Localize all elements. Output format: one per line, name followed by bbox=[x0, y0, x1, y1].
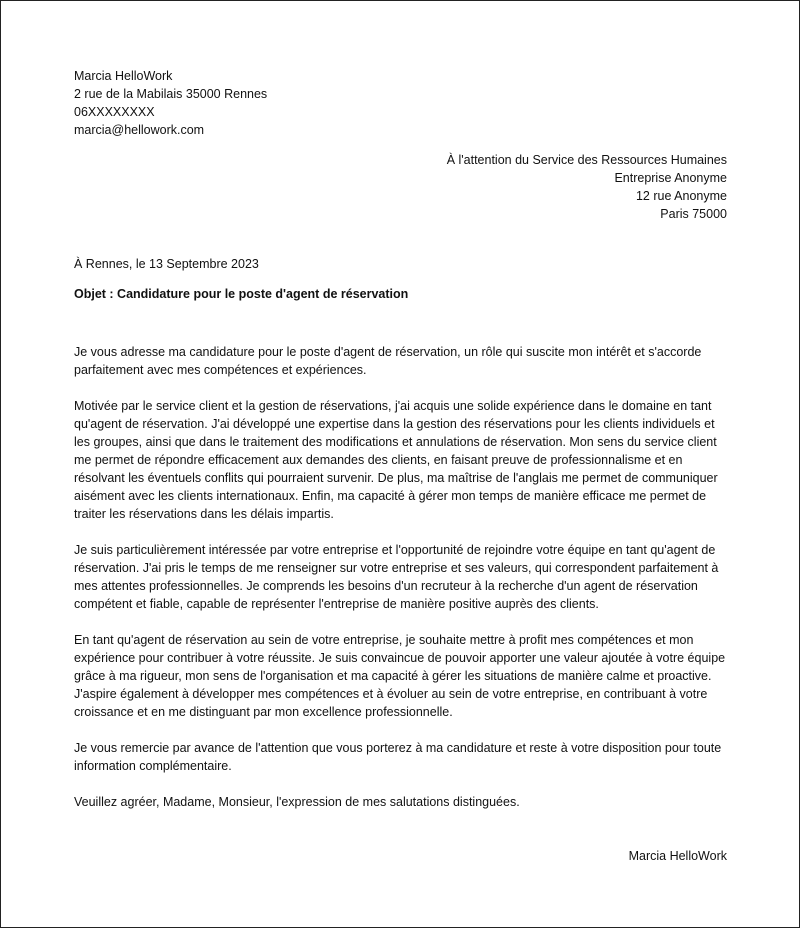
recipient-block bbox=[447, 151, 727, 223]
recipient-attention: À l'attention du Service des Ressources Humaines bbox=[446, 153, 727, 167]
body-paragraph-closing: Veuillez agréer, Madame, Monsieur, l'expression de mes salutations distinguées. bbox=[74, 795, 520, 809]
sender-name: Marcia HelloWork bbox=[74, 69, 173, 83]
sender-email: marcia@hellowork.com bbox=[74, 123, 205, 137]
sender-phone: 06XXXXXXXX bbox=[74, 105, 155, 119]
body-paragraph-thanks: Je vous remercie par avance de l'attention que vous porterez à ma candidature et reste à votre disposition pour toute information complémentaire. bbox=[74, 741, 722, 773]
recipient-city: Paris 75000 bbox=[660, 207, 727, 221]
body-paragraph-experience: Motivée par le service client et la gestion de réservations, j'ai acquis une solide expérience dans le domaine en tant qu'agent de réservation. J'ai développé une expertise dans la gestion des réservations pour les clients individuels et les groupes, ainsi que dans le traitement des modifications et annulations de réservation. Mon sens du service client me permet de répondre efficacement aux demandes des clients, en faisant preuve de professionnalisme et en résolvant les éventuels conflits qui pourraient survenir. De plus, ma maîtrise de l'anglais me permet de communiquer aisément avec les clients internationaux. Enfin, ma capacité à gérer mon temps de manière efficace me permet de traiter les réservations dans les délais impartis. bbox=[74, 399, 718, 521]
signature: Marcia HelloWork bbox=[628, 849, 727, 863]
sender-block bbox=[74, 67, 267, 139]
sender-address: 2 rue de la Mabilais 35000 Rennes bbox=[74, 87, 268, 101]
body-paragraph-intro: Je vous adresse ma candidature pour le poste d'agent de réservation, un rôle qui suscite mon intérêt et s'accorde parfaitement avec mes compétences et expériences. bbox=[74, 345, 702, 377]
body-paragraph-contribution: En tant qu'agent de réservation au sein de votre entreprise, je souhaite mettre à profit mes compétences et mon expérience pour contribuer à votre réussite. Je suis convaincue de pouvoir apporter une valeur ajoutée à votre équipe grâce à ma rigueur, mon sens de l'organisation et ma capacité à gérer les situations de manière calme et proactive. J'aspire également à développer mes compétences et à évoluer au sein de votre entreprise, en contribuant à votre croissance et en me distinguant par mon excellence professionnelle. bbox=[74, 633, 726, 719]
letter-body bbox=[74, 343, 734, 829]
body-paragraph-company-interest: Je suis particulièrement intéressée par votre entreprise et l'opportunité de rejoindre votre équipe en tant qu'agent de réservation. J'ai pris le temps de me renseigner sur votre entreprise et ses valeurs, qui correspondent parfaitement à mes attentes professionnelles. Je comprends les besoins d'un recruteur à la recherche d'un agent de réservation compétent et fiable, capable de représenter l'entreprise de manière positive auprès des clients. bbox=[74, 543, 719, 611]
subject-line: Objet : Candidature pour le poste d'agent de réservation bbox=[74, 287, 409, 301]
recipient-company: Entreprise Anonyme bbox=[614, 171, 727, 185]
date-line: À Rennes, le 13 Septembre 2023 bbox=[74, 257, 259, 271]
recipient-street: 12 rue Anonyme bbox=[635, 189, 727, 203]
